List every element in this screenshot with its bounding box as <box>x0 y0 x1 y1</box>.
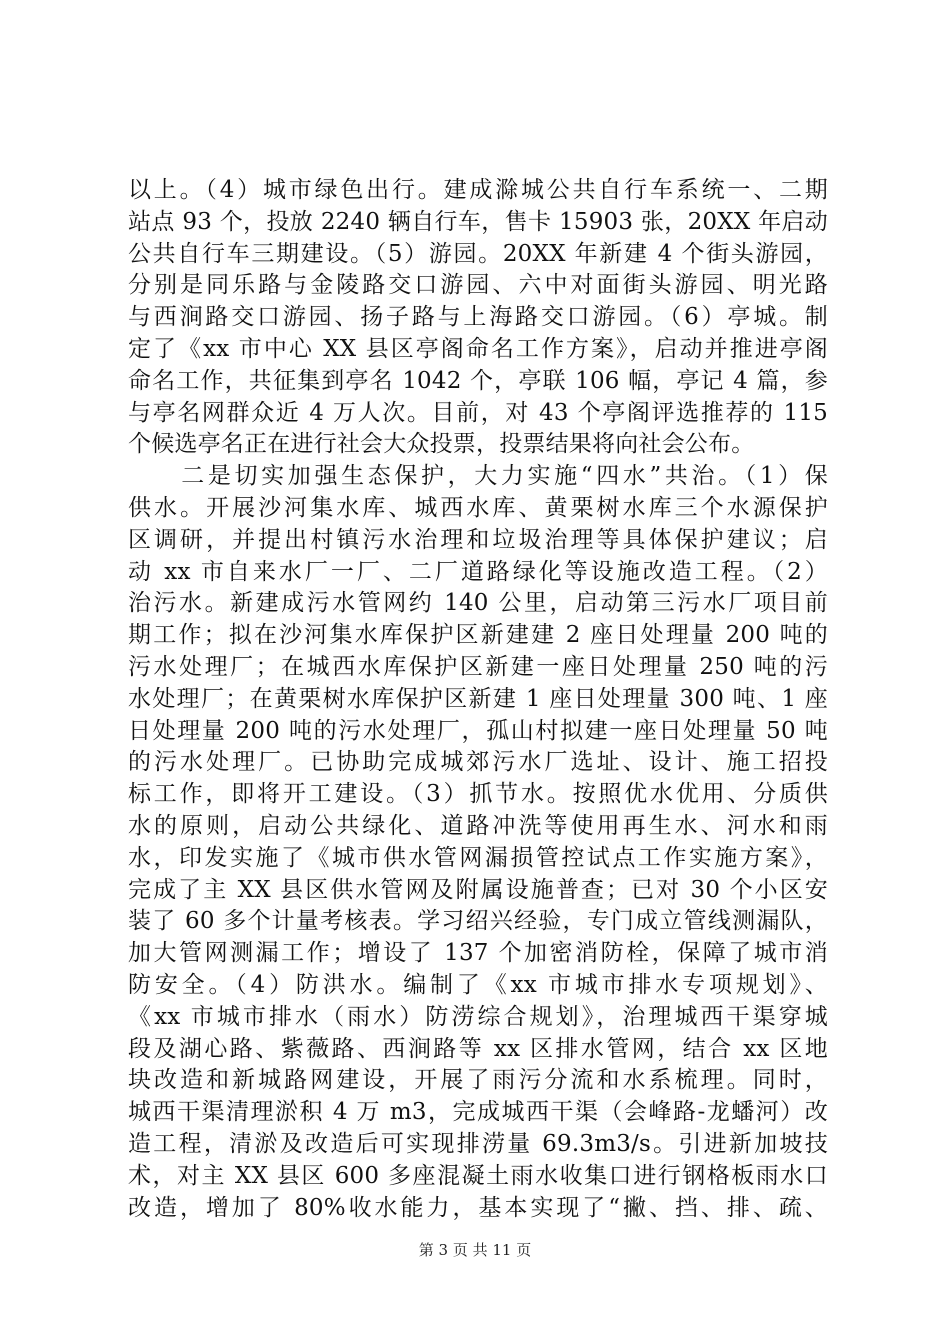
text-line: 水的原则，启动公共绿化、道路冲洗等使用再生水、河水和雨 <box>128 812 828 839</box>
text-line: 的污水处理厂。已协助完成城郊污水厂选址、设计、施工招投 <box>128 749 828 776</box>
body-text <box>128 175 828 1224</box>
text-line: 造工程，清淤及改造后可实现排涝量 69.3m3/s。引进新加坡技 <box>128 1130 828 1157</box>
text-line: 动 xx 市自来水厂一厂、二厂道路绿化等设施改造工程。（2） <box>128 558 828 585</box>
text-line: 个候选亭名正在进行社会大众投票，投票结果将向社会公布。 <box>128 431 755 458</box>
text-line: 公共自行车三期建设。（5）游园。20XX 年新建 4 个街头游园， <box>128 240 828 267</box>
text-line: 污水处理厂；在城西水库保护区新建一座日处理量 250 吨的污 <box>128 653 828 680</box>
text-line: 与亭名网群众近 4 万人次。目前，对 43 个亭阁评选推荐的 115 <box>128 399 828 426</box>
text-line: 加大管网测漏工作；增设了 137 个加密消防栓，保障了城市消 <box>128 940 828 967</box>
text-line: 块改造和新城路网建设，开展了雨污分流和水系梳理。同时， <box>128 1067 828 1094</box>
text-line: 站点 93 个，投放 2240 辆自行车，售卡 15903 张，20XX 年启动 <box>128 208 828 235</box>
text-line: 水处理厂；在黄栗树水库保护区新建 1 座日处理量 300 吨、1 座 <box>128 685 828 712</box>
text-line: 标工作，即将开工建设。（3）抓节水。按照优水优用、分质供 <box>128 781 828 808</box>
text-line: 命名工作，共征集到亭名 1042 个，亭联 106 幅，亭记 4 篇，参 <box>128 367 828 394</box>
text-line: 完成了主 XX 县区供水管网及附属设施普查；已对 30 个小区安 <box>128 876 828 903</box>
text-line: 以上。（4）城市绿色出行。建成滁城公共自行车系统一、二期 <box>128 177 828 203</box>
text-line: 《xx 市城市排水（雨水）防涝综合规划》，治理城西干渠穿城 <box>128 1003 828 1030</box>
text-line: 供水。开展沙河集水库、城西水库、黄栗树水库三个水源保护 <box>128 494 828 521</box>
text-line: 水，印发实施了《城市供水管网漏损管控试点工作实施方案》， <box>128 844 828 871</box>
text-line: 防安全。（4）防洪水。编制了《xx 市城市排水专项规划》、 <box>128 971 828 998</box>
text-line: 分别是同乐路与金陵路交口游园、六中对面街头游园、明光路 <box>128 272 828 299</box>
text-line: 日处理量 200 吨的污水处理厂，孤山村拟建一座日处理量 50 吨 <box>128 717 828 744</box>
text-line: 定了《xx 市中心 XX 县区亭阁命名工作方案》，启动并推进亭阁 <box>128 335 828 362</box>
text-line: 区调研，并提出村镇污水治理和垃圾治理等具体保护建议；启 <box>128 526 828 553</box>
page-footer: 第 3 页 共 11 页 <box>418 1241 532 1259</box>
text-line: 装了 60 多个计量考核表。学习绍兴经验，专门成立管线测漏队， <box>128 908 828 935</box>
text-line: 段及湖心路、紫薇路、西涧路等 xx 区排水管网，结合 xx 区地 <box>128 1035 828 1062</box>
text-line: 二是切实加强生态保护，大力实施“四水”共治。（1）保 <box>128 463 828 490</box>
text-line: 期工作；拟在沙河集水库保护区新建建 2 座日处理量 200 吨的 <box>128 622 828 649</box>
text-line: 城西干渠清理淤积 4 万 m3，完成城西干渠（会峰路-龙蟠河）改 <box>128 1099 828 1126</box>
text-line: 治污水。新建成污水管网约 140 公里，启动第三污水厂项目前 <box>128 590 828 617</box>
text-line: 与西涧路交口游园、扬子路与上海路交口游园。（6）亭城。制 <box>128 304 828 331</box>
text-line: 改造，增加了 80%收水能力，基本实现了“撇、挡、排、疏、 <box>128 1194 828 1221</box>
text-line: 术，对主 XX 县区 600 多座混凝土雨水收集口进行钢格板雨水口 <box>128 1162 828 1189</box>
